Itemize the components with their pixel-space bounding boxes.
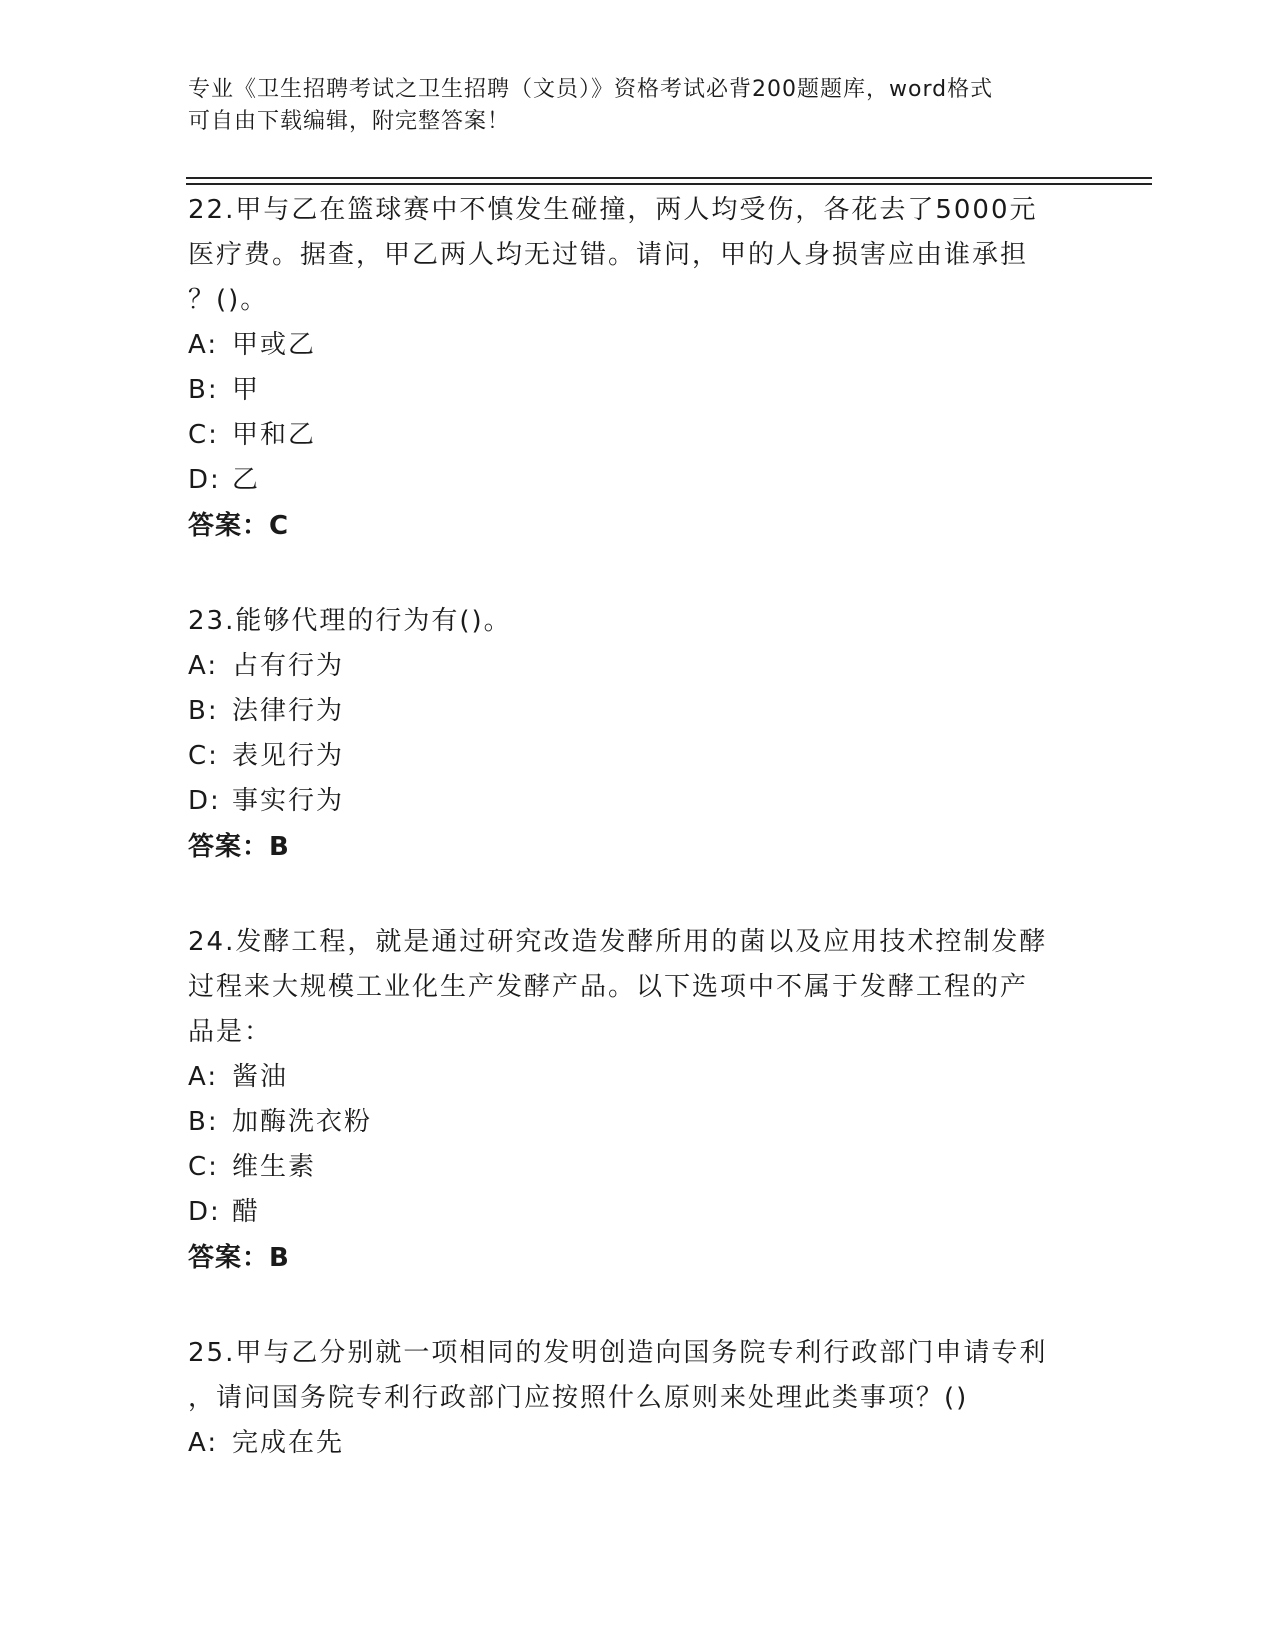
option-b: [188, 689, 1068, 734]
question-25: [188, 1331, 1068, 1466]
question-text: [188, 920, 1068, 1055]
question-line: 过程来大规模工业化生产发酵产品。以下选项中不属于发酵工程的产: [188, 972, 1029, 1002]
option-a: [188, 1421, 1068, 1466]
answer-label: 答案：C: [188, 511, 290, 541]
option-d: [188, 1190, 1068, 1235]
option-text: 完成在先: [232, 1428, 345, 1458]
question-line: ？()。: [188, 285, 269, 315]
option-c: [188, 413, 1068, 458]
option-d: [188, 458, 1068, 503]
option-letter: A:: [188, 330, 219, 360]
option-letter: C:: [188, 1152, 219, 1182]
option-letter: D:: [188, 786, 221, 816]
header-divider: [186, 183, 1152, 185]
question-24: [188, 920, 1068, 1281]
option-text: 表见行为: [232, 741, 345, 771]
option-c: [188, 734, 1068, 779]
question-line: 23.能够代理的行为有()。: [188, 606, 512, 636]
option-text: 占有行为: [232, 651, 345, 681]
option-letter: C:: [188, 420, 219, 450]
question-list: [188, 188, 1068, 1516]
option-a: [188, 1055, 1068, 1100]
option-text: 事实行为: [232, 786, 345, 816]
document-header: [188, 74, 1068, 138]
option-a: [188, 323, 1068, 368]
option-letter: B:: [188, 375, 219, 405]
option-text: 甲和乙: [232, 420, 317, 450]
option-letter: D:: [188, 465, 221, 495]
option-text: 甲: [232, 375, 261, 405]
question-line: 24.发酵工程，就是通过研究改造发酵所用的菌以及应用技术控制发酵: [188, 927, 1048, 957]
question-23: [188, 599, 1068, 870]
question-text: [188, 599, 1068, 644]
option-a: [188, 644, 1068, 689]
option-letter: A:: [188, 651, 219, 681]
option-text: 维生素: [232, 1152, 317, 1182]
option-text: 加酶洗衣粉: [232, 1107, 373, 1137]
question-line: 品是：: [188, 1017, 273, 1047]
option-letter: A:: [188, 1428, 219, 1458]
question-22: [188, 188, 1068, 549]
question-line: 22.甲与乙在篮球赛中不慎发生碰撞，两人均受伤，各花去了5000元: [188, 195, 1038, 225]
header-line: 专业《卫生招聘考试之卫生招聘（文员）》资格考试必背200题题库，word格式: [188, 77, 994, 102]
answer-label: 答案：B: [188, 832, 290, 862]
header-line: 可自由下载编辑，附完整答案！: [188, 109, 511, 134]
question-text: [188, 188, 1068, 323]
option-text: 甲或乙: [232, 330, 317, 360]
question-text: [188, 1331, 1068, 1421]
question-line: 医疗费。据查，甲乙两人均无过错。请问，甲的人身损害应由谁承担: [188, 240, 1029, 270]
question-line: 25.甲与乙分别就一项相同的发明创造向国务院专利行政部门申请专利: [188, 1338, 1048, 1368]
option-letter: B:: [188, 1107, 219, 1137]
question-line: ，请问国务院专利行政部门应按照什么原则来处理此类事项？(): [188, 1383, 969, 1413]
option-text: 乙: [232, 465, 261, 495]
option-d: [188, 779, 1068, 824]
answer-label: 答案：B: [188, 1243, 290, 1273]
option-text: 醋: [232, 1197, 261, 1227]
option-text: 酱油: [232, 1062, 289, 1092]
option-letter: B:: [188, 696, 219, 726]
option-letter: D:: [188, 1197, 221, 1227]
header-divider: [186, 177, 1152, 179]
option-text: 法律行为: [232, 696, 345, 726]
option-letter: A:: [188, 1062, 219, 1092]
option-b: [188, 368, 1068, 413]
option-b: [188, 1100, 1068, 1145]
option-letter: C:: [188, 741, 219, 771]
option-c: [188, 1145, 1068, 1190]
